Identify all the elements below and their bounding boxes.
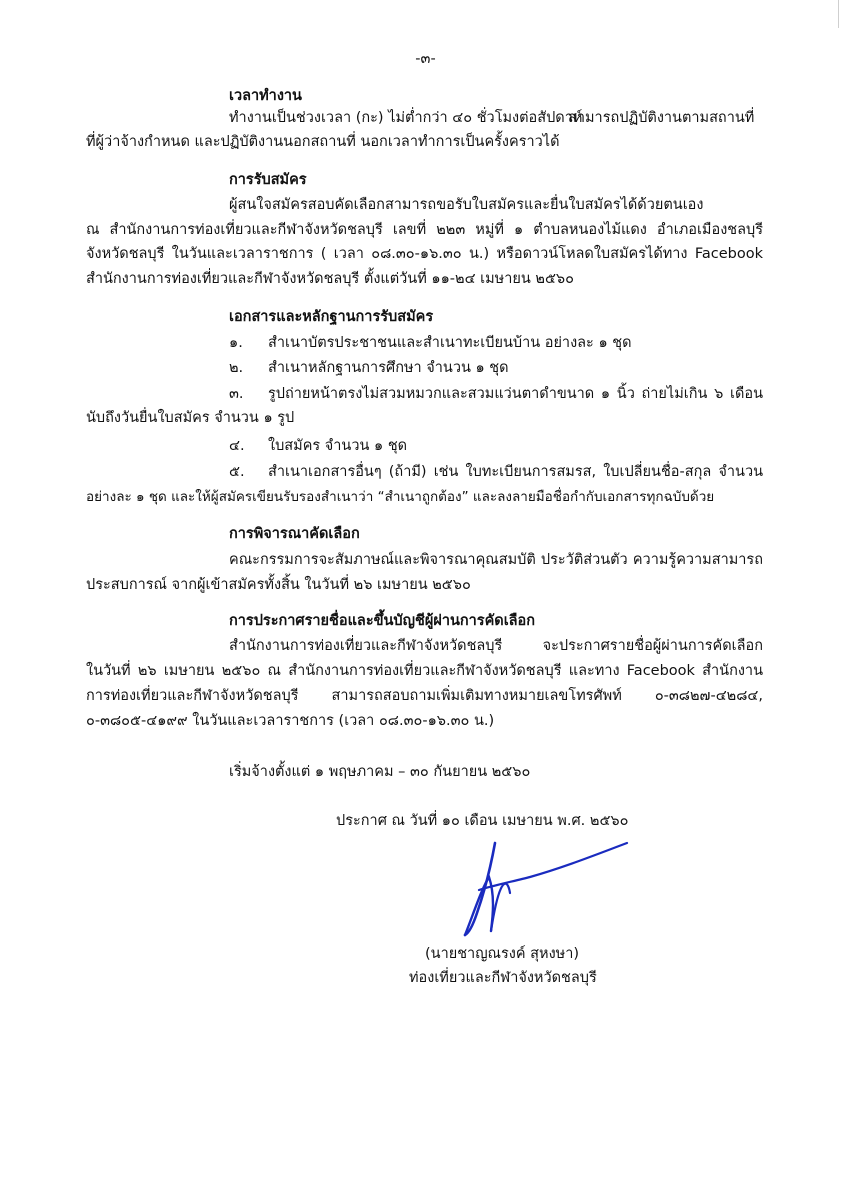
announcement-line-4: ๐-๓๘๐๕-๔๑๙๙ ในวันและเวลาราชการ (เวลา ๐๘.๓๐-๑๖.๓๐ น.) [86,713,495,729]
application-heading: การรับสมัคร [229,172,307,188]
working-hours-heading: เวลาทำงาน [229,88,302,104]
document-item-text: สำเนาเอกสารอื่นๆ (ถ้ามี) เช่น ใบทะเบียนการสมรส, ใบเปลี่ยนชื่อ-สกุล จำนวน [268,464,763,480]
signer-title: ท่องเที่ยวและกีฬาจังหวัดชลบุรี [409,970,597,986]
scan-edge-mark [838,0,839,28]
document-item-number: ๒. [229,360,244,376]
working-hours-line-1b: สามารถปฏิบัติงานตามสถานที่ [568,110,755,126]
signer-name: (นายชาญณรงค์ สุหงษา) [425,946,580,962]
application-line-4: สำนักงานการท่องเที่ยวและกีฬาจังหวัดชลบุรี ตั้งแต่วันที่ ๑๑-๒๔ เมษายน ๒๕๖๐ [86,271,574,287]
selection-heading: การพิจารณาคัดเลือก [229,526,360,542]
application-line-1: ผู้สนใจสมัครสอบคัดเลือกสามารถขอรับใบสมัครและยื่นใบสมัครได้ด้วยตนเอง [229,197,704,213]
announcement-heading: การประกาศรายชื่อและขึ้นบัญชีผู้ผ่านการคัดเลือก [229,613,536,629]
document-item-text: สำเนาหลักฐานการศึกษา จำนวน ๑ ชุด [268,360,509,376]
document-item-number: ๔. [229,438,245,454]
announced-date: ประกาศ ณ วันที่ ๑๐ เดือน เมษายน พ.ศ. ๒๕๖๐ [336,813,629,829]
application-line-3: จังหวัดชลบุรี ในวันและเวลาราชการ ( เวลา ๐๘.๓๐-๑๖.๓๐ น.) หรือดาวน์โหลดใบสมัครได้ทาง Facebook [86,246,763,262]
announcement-line-2: ในวันที่ ๒๖ เมษายน ๒๕๖๐ ณ สำนักงานการท่องเที่ยวและกีฬาจังหวัดชลบุรี และทาง Facebook สำนักงาน [86,663,763,679]
working-hours-line-2: ที่ผู้ว่าจ้างกำหนด และปฏิบัติงานนอกสถานที่ นอกเวลาทำการเป็นครั้งคราวได้ [86,134,560,150]
page-number: -๓- [415,51,436,67]
document-item-number: ๑. [229,335,243,351]
document-item-continuation: นับถึงวันยื่นใบสมัคร จำนวน ๑ รูป [86,410,295,426]
handwritten-signature [455,835,635,940]
selection-line-1: คณะกรรมการจะสัมภาษณ์และพิจารณาคุณสมบัติ ประวัติส่วนตัว ความรู้ความสามารถ [229,552,763,568]
document-item-text: สำเนาบัตรประชาชนและสำเนาทะเบียนบ้าน อย่างละ ๑ ชุด [268,335,632,351]
document-item-text: ใบสมัคร จำนวน ๑ ชุด [268,438,408,454]
selection-line-2: ประสบการณ์ จากผู้เข้าสมัครทั้งสิ้น ในวันที่ ๒๖ เมษายน ๒๕๖๐ [86,577,471,593]
documents-heading: เอกสารและหลักฐานการรับสมัคร [229,309,434,325]
document-item-number: ๓. [229,386,244,402]
application-line-2: ณ สำนักงานการท่องเที่ยวและกีฬาจังหวัดชลบุรี เลขที่ ๒๒๓ หมู่ที่ ๑ ตำบลหนองไม้แดง อำเภอเมืองชลบุรี [86,222,763,238]
announcement-line-1: สำนักงานการท่องเที่ยวและกีฬาจังหวัดชลบุรี จะประกาศรายชื่อผู้ผ่านการคัดเลือก [229,638,763,654]
employment-period: เริ่มจ้างตั้งแต่ ๑ พฤษภาคม – ๓๐ กันยายน ๒๕๖๐ [229,764,531,780]
document-item-continuation: อย่างละ ๑ ชุด และให้ผู้สมัครเขียนรับรองสำเนาว่า “สำเนาถูกต้อง” และลงลายมือชื่อกำกับเอกสารทุกฉบับด้วย [86,489,715,505]
working-hours-line-1a: ทำงานเป็นช่วงเวลา (กะ) ไม่ต่ำกว่า ๔๐ ชั่วโมงต่อสัปดาห์ [229,110,583,126]
document-item-text: รูปถ่ายหน้าตรงไม่สวมหมวกและสวมแว่นตาดำขนาด ๑ นิ้ว ถ่ายไม่เกิน ๖ เดือน [268,386,763,402]
announcement-line-3: การท่องเที่ยวและกีฬาจังหวัดชลบุรี สามารถสอบถามเพิ่มเติมทางหมายเลขโทรศัพท์ ๐-๓๘๒๗-๔๒๘๔, [86,688,763,704]
document-item-number: ๕. [229,464,245,480]
